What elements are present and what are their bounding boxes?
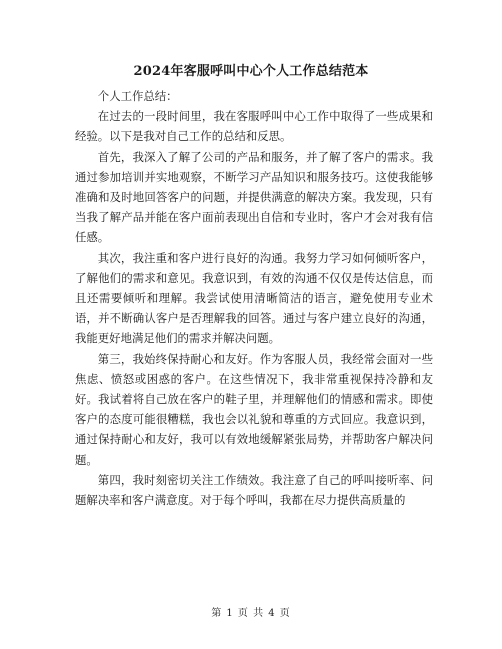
paragraph-intro: 在过去的一段时间里，我在客服呼叫中心工作中取得了一些成果和经验。以下是我对自己工作的总结和反思。 (75, 109, 433, 144)
paragraph-heading: 个人工作总结： (97, 89, 178, 103)
page-footer: 第 1 页 共 4 页 (211, 608, 291, 619)
paragraph-second: 其次，我注重和客户进行良好的沟通。我努力学习如何倾听客户，了解他们的需求和意见。我意识到，有效的沟通不仅仅是传达信息，而且还需要倾听和理解。我尝试使用清晰简洁的语言，避免使用专业术语，并不断确认客户是否理解我的回答。通过与客户建立良好的沟通，我能更好地满足他们的需求并解决问题。 (75, 250, 433, 346)
paragraph-first: 首先，我深入了解了公司的产品和服务，并了解了客户的需求。我通过参加培训并实地观察，不断学习产品知识和服务技巧。这使我能够准确和及时地回答客户的问题，并提供满意的解决方案。我发现，只有当我了解产品并能在客户面前表现出自信和专业时，客户才会对我有信任感。 (75, 149, 433, 245)
paragraph-fourth: 第四，我时刻密切关注工作绩效。我注意了自己的呼叫接听率、问题解决率和客户满意度。对于每个呼叫，我都在尽力提供高质量的 (75, 472, 433, 508)
document-body (75, 86, 433, 510)
document-title: 2024年客服呼叫中心个人工作总结范本 (133, 64, 369, 79)
paragraph-third: 第三，我始终保持耐心和友好。作为客服人员，我经常会面对一些焦虑、愤怒或困惑的客户。在这些情况下，我非常重视保持冷静和友好。我试着将自己放在客户的鞋子里，并理解他们的情感和需求。即使客户的态度可能很糟糕，我也会以礼貌和尊重的方式回应。我意识到，通过保持耐心和友好，我可以有效地缓解紧张局势，并帮助客户解决问题。 (75, 351, 433, 467)
